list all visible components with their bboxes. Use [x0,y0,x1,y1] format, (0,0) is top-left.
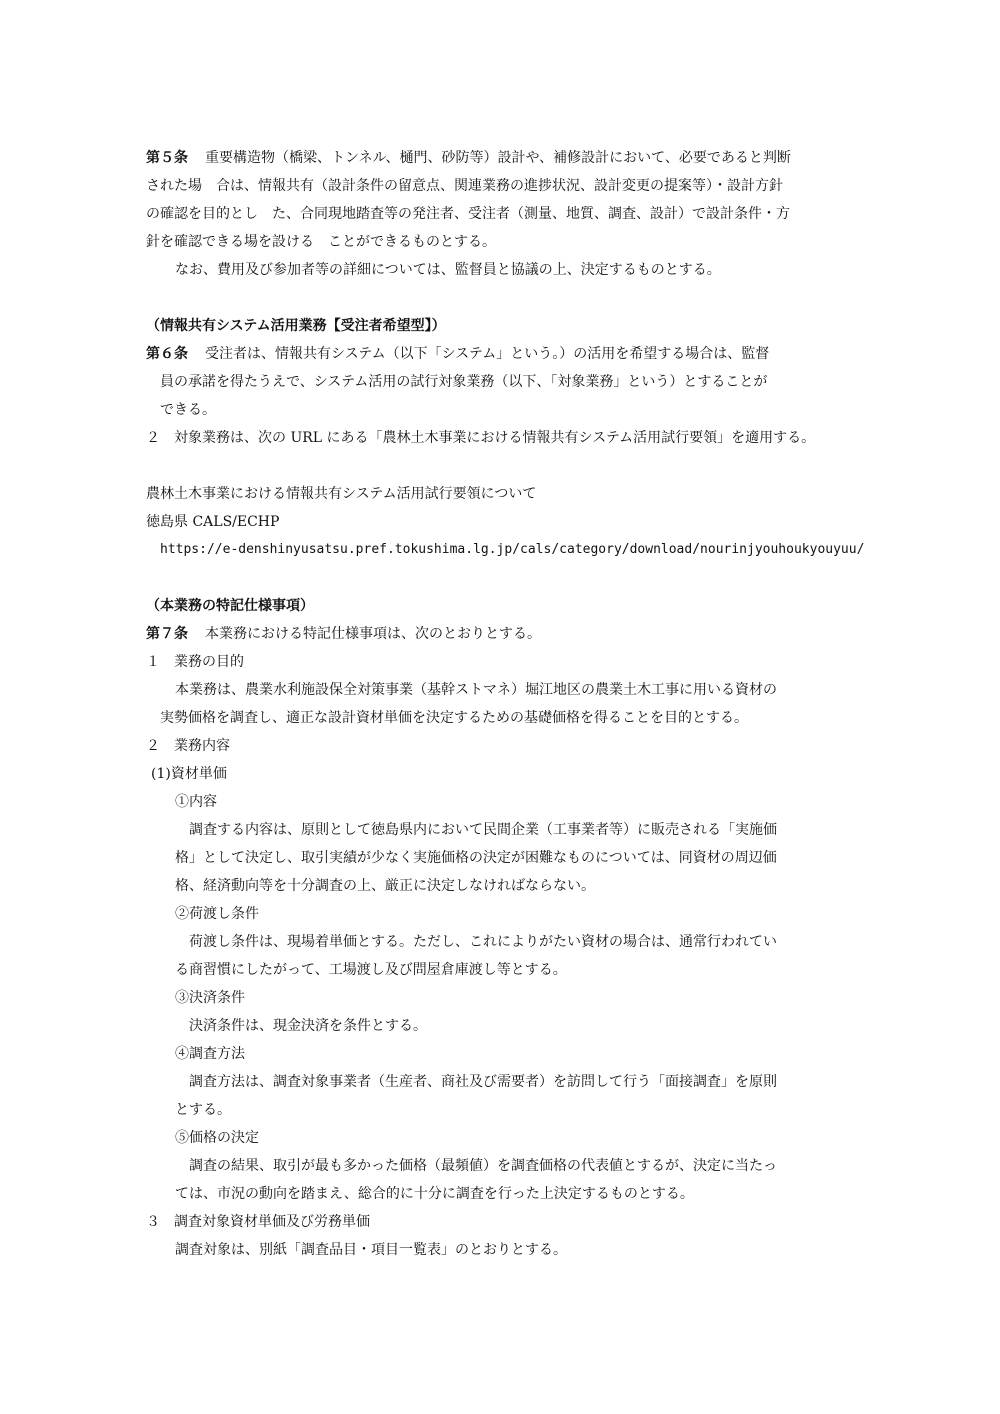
clause-4-line-1: 調査方法は、調査対象事業者（生産者、商社及び需要者）を訪問して行う「面接調査」を原則 [189,1074,777,1090]
section-7-heading: （本業務の特記仕様事項） [146,598,314,614]
clause-1-heading: ①内容 [175,794,217,810]
site-name: 徳島県 CALS/ECHP [146,514,280,530]
article-6-line-1: 受注者は、情報共有システム（以下「システム」という。）の活用を希望する場合は、監督 [205,346,770,362]
article-5-label: 第５条 [146,150,188,166]
item-2-sub-1: (1)資材単価 [151,766,227,782]
section-6-heading: （情報共有システム活用業務【受注者希望型】） [146,318,446,334]
guideline-url[interactable]: https://e-denshinyusatsu.pref.tokushima.lg.jp/cals/category/download/nourinjyouhoukyouyuu/ [160,542,865,557]
article-5-line-2: された場 合は、情報共有（設計条件の留意点、関連業務の進捗状況、設計変更の提案等）・設計方針 [146,178,783,194]
clause-5-line-2: ては、市況の動向を踏まえ、総合的に十分に調査を行った上決定するものとする。 [175,1186,694,1202]
item-3-line-1: 調査対象は、別紙「調査品目・項目一覧表」のとおりとする。 [175,1242,567,1258]
clause-1-line-1: 調査する内容は、原則として徳島県内において民間企業（工事業者等）に販売される「実施価 [189,822,777,838]
clause-2-line-2: る商習慣にしたがって、工場渡し及び問屋倉庫渡し等とする。 [175,962,567,978]
clause-1-line-2: 格」として決定し、取引実績が少なく実施価格の決定が困難なものについては、同資材の周辺価 [175,850,777,866]
clause-3-heading: ③決済条件 [175,990,245,1006]
item-2-heading: ２ 業務内容 [146,738,230,754]
item-1-line-2: 実勢価格を調査し、適正な設計資材単価を決定するための基礎価格を得ることを目的とする。 [160,710,748,726]
item-1-heading: １ 業務の目的 [146,654,244,670]
article-5-line-3: の確認を目的とし た、合同現地踏査等の発注者、受注者（測量、地質、調査、設計）で設計条件・方 [146,206,790,222]
clause-5-heading: ⑤価格の決定 [175,1130,259,1146]
clause-3-line-1: 決済条件は、現金決済を条件とする。 [189,1018,427,1034]
clause-4-line-2: とする。 [175,1102,231,1118]
clause-1-line-3: 格、経済動向等を十分調査の上、厳正に決定しなければならない。 [175,878,595,894]
clause-5-line-1: 調査の結果、取引が最も多かった価格（最頻値）を調査価格の代表値とするが、決定に当たっ [189,1158,777,1174]
article-5-line-4: 針を確認できる場を設ける ことができるものとする。 [146,234,496,250]
article-6-label: 第６条 [146,346,188,362]
article-5-line-1: 重要構造物（橋梁、トンネル、樋門、砂防等）設計や、補修設計において、必要であると判断 [205,150,791,166]
guideline-title: 農林土木事業における情報共有システム活用試行要領について [146,486,537,502]
item-1-line-1: 本業務は、農業水利施設保全対策事業（基幹ストマネ）堀江地区の農業土木工事に用いる資材の [175,682,777,698]
article-5-line-5: なお、費用及び参加者等の詳細については、監督員と協議の上、決定するものとする。 [175,262,721,278]
article-6-line-3: できる。 [160,402,216,418]
clause-4-heading: ④調査方法 [175,1046,245,1062]
article-6-line-2: 員の承諾を得たうえで、システム活用の試行対象業務（以下、「対象業務」という）とすることが [160,374,768,390]
clause-2-line-1: 荷渡し条件は、現場着単価とする。ただし、これによりがたい資材の場合は、通常行われてい [189,934,777,950]
article-6-item-2: ２ 対象業務は、次の URL にある「農林土木事業における情報共有システム活用試行要領」を適用する。 [146,430,816,446]
item-3-heading: ３ 調査対象資材単価及び労務単価 [146,1214,370,1230]
clause-2-heading: ②荷渡し条件 [175,906,259,922]
article-7-label: 第７条 [146,626,188,642]
article-7-intro: 本業務における特記仕様事項は、次のとおりとする。 [205,626,541,642]
